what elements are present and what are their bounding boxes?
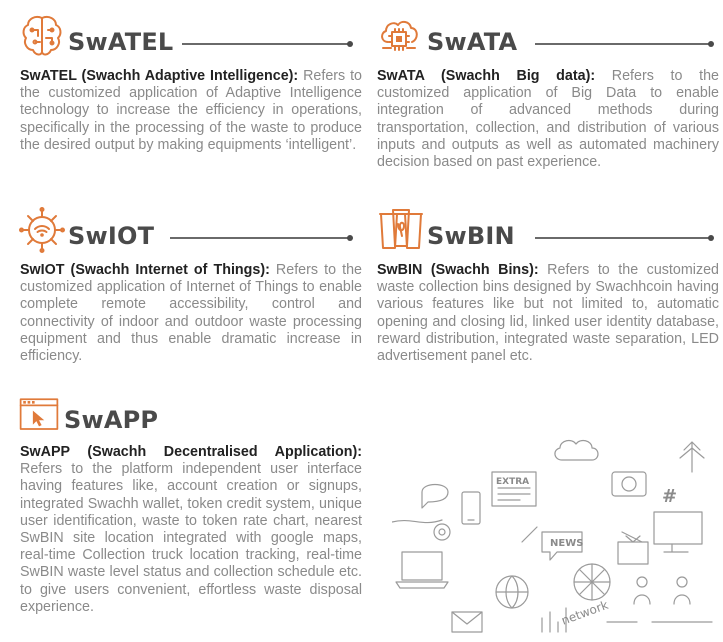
swbin-text: Refers to the customized waste collection bins designed by Swachhcoin having various features like but not limited to, automatic opening and closing lid, linked user identity database, reward distribution, integrated waste separation, LED advertisement panel etc.	[377, 262, 719, 365]
swiot-term: SwIOT (Swachh Internet of Things):	[20, 262, 270, 278]
trash-bins-icon	[377, 206, 425, 254]
swbin-title: SwBIN	[427, 222, 515, 250]
swata-divider	[535, 43, 711, 45]
swatel-description	[20, 68, 362, 154]
swata-term: SwATA (Swachh Big data):	[377, 68, 596, 84]
swbin-term: SwBIN (Swachh Bins):	[377, 262, 539, 278]
swbin-section	[377, 206, 719, 365]
swapp-title: SwAPP	[64, 406, 159, 434]
media-doodle-illustration	[392, 432, 718, 638]
swiot-section	[20, 206, 362, 365]
swbin-divider	[535, 237, 711, 239]
doodle-word-network: network	[559, 597, 611, 628]
doodle-word-extra: EXTRA	[496, 477, 530, 487]
swiot-title: SwIOT	[68, 222, 155, 250]
swapp-text: Refers to the platform independent user interface having features like, account creation or signups, integrated Swachh wallet, token credit system, unique user identification, waste to token rate chart, nearest SwBIN site location integrated with google maps, real-time Collection truck location tracking, real-time SwBIN waste level status and collection schedule etc. to give users convenient, effortless waste disposal experience.	[20, 461, 362, 615]
swiot-divider	[170, 237, 350, 239]
swatel-header	[20, 12, 362, 68]
cloud-chip-icon	[375, 12, 423, 60]
swapp-section	[20, 396, 362, 616]
swiot-description	[20, 262, 362, 365]
swatel-text: Refers to the customized application of Adaptive Intelligence technology to increase the efficiency in operations, specifically in the processing of the waste to produce the desired output by making equipments ‘intelligent’.	[20, 68, 362, 153]
browser-cursor-icon	[18, 394, 60, 436]
swapp-description	[20, 444, 362, 616]
swata-section	[377, 12, 719, 171]
brain-circuit-icon	[18, 12, 66, 60]
swbin-description	[377, 262, 719, 365]
doodle-word-hash: #	[662, 486, 678, 507]
swata-description	[377, 68, 719, 171]
swatel-title: SwATEL	[68, 28, 174, 56]
swatel-divider	[182, 43, 350, 45]
swata-text: Refers to the customized application of Big Data to enable integration of advanced methods during transportation, collection, and distribution of various inputs and outputs as well as automated machinery decision based on past experience.	[377, 68, 719, 171]
swapp-term: SwAPP (Swachh Decentralised Application):	[20, 444, 362, 460]
swiot-header	[20, 206, 362, 262]
swatel-term: SwATEL (Swachh Adaptive Intelligence):	[20, 68, 299, 84]
swata-header	[377, 12, 719, 68]
swiot-text: Refers to the customized application of Internet of Things to enable complete remote accessibility, control and connectivity of indoor and outdoor waste processing equipment and thus enable dramatic increase in efficiency.	[20, 262, 362, 365]
swbin-header	[377, 206, 719, 262]
swatel-section	[20, 12, 362, 154]
swapp-header	[20, 396, 362, 444]
swata-title: SwATA	[427, 28, 518, 56]
doodle-word-news: NEWS	[550, 538, 584, 549]
wifi-chip-icon	[18, 206, 66, 254]
